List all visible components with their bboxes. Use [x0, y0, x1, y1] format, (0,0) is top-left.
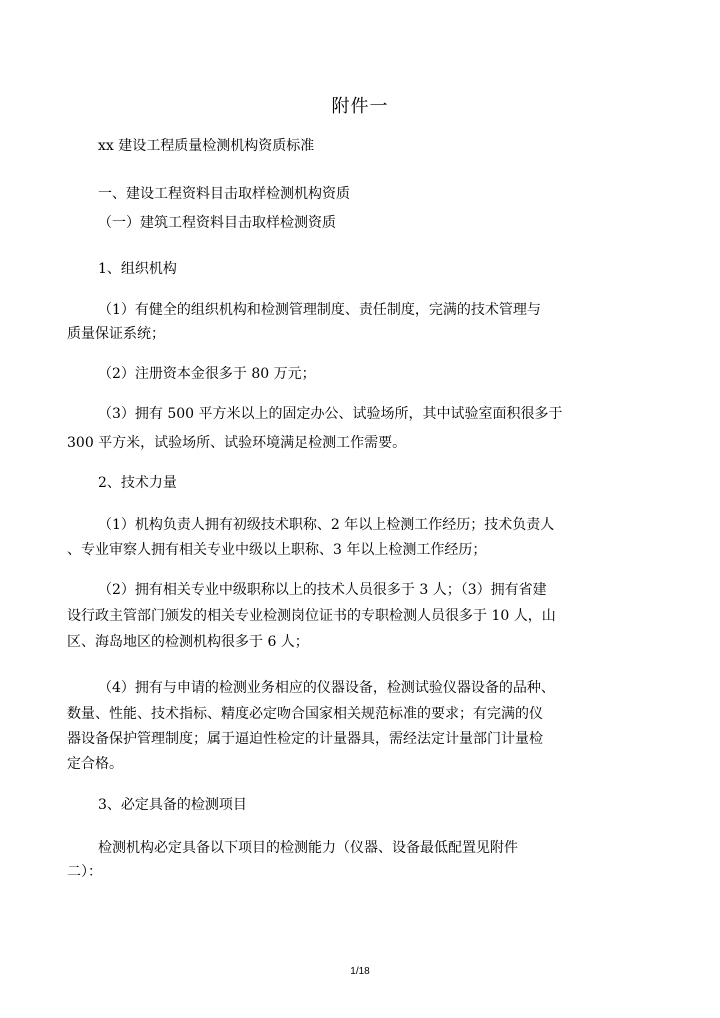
paragraph-line: 设行政主管部门颁发的相关专业检测岗位证书的专职检测人员很多于 10 人，山 [67, 608, 556, 624]
paragraph-line: 二）： [67, 864, 102, 880]
paragraph-line: （4）拥有与申请的检测业务相应的仪器设备，检测试验仪器设备的品种、 [98, 680, 555, 696]
paragraph-line: 300 平方米，试验场所、试验环境满足检测工作需要。 [67, 435, 407, 451]
section-heading: 一、建设工程资料目击取样检测机构资质 [98, 186, 350, 202]
paragraph-line: 检测机构必定具备以下项目的检测能力（仪器、设备最低配置见附件 [98, 840, 518, 856]
paragraph-line: 质量保证系统； [67, 326, 165, 342]
paragraph-line: （1）机构负责人拥有初级技术职称、2 年以上检测工作经历；技术负责人 [98, 517, 555, 533]
paragraph-line: 器设备保护管理制度；属于逼迫性检定的计量器具，需经法定计量部门计量检 [67, 731, 543, 747]
paragraph-line: （3）拥有 500 平方米以上的固定办公、试验场所，其中试验室面积很多于 [98, 406, 563, 422]
paragraph-line: （2）拥有相关专业中级职称以上的技术人员很多于 3 人；（3）拥有省建 [98, 582, 547, 598]
document-subtitle: xx 建设工程质量检测机构资质标准 [98, 138, 315, 154]
paragraph-line: （1）有健全的组织机构和检测管理制度、责任制度，完满的技术管理与 [98, 302, 541, 318]
paragraph-line: 数量、性能、技术指标、精度必定吻合国家相关规范标准的要求；有完满的仪 [67, 706, 543, 722]
page-number: 1/18 [350, 966, 370, 977]
paragraph-line: 、专业审察人拥有相关专业中级以上职称、3 年以上检测工作经历； [67, 542, 487, 558]
paragraph-line: （2）注册资本金很多于 80 万元； [98, 366, 316, 382]
item-heading-test-items: 3、必定具备的检测项目 [98, 797, 247, 813]
page-title: 附件一 [331, 96, 389, 117]
paragraph-line: 定合格。 [67, 756, 123, 772]
paragraph-line: 区、海岛地区的检测机构很多于 6 人； [67, 634, 309, 650]
subsection-heading: （一）建筑工程资料目击取样检测资质 [98, 215, 336, 231]
item-heading-technical-staff: 2、技术力量 [98, 475, 177, 491]
item-heading-organization: 1、组织机构 [98, 261, 177, 277]
